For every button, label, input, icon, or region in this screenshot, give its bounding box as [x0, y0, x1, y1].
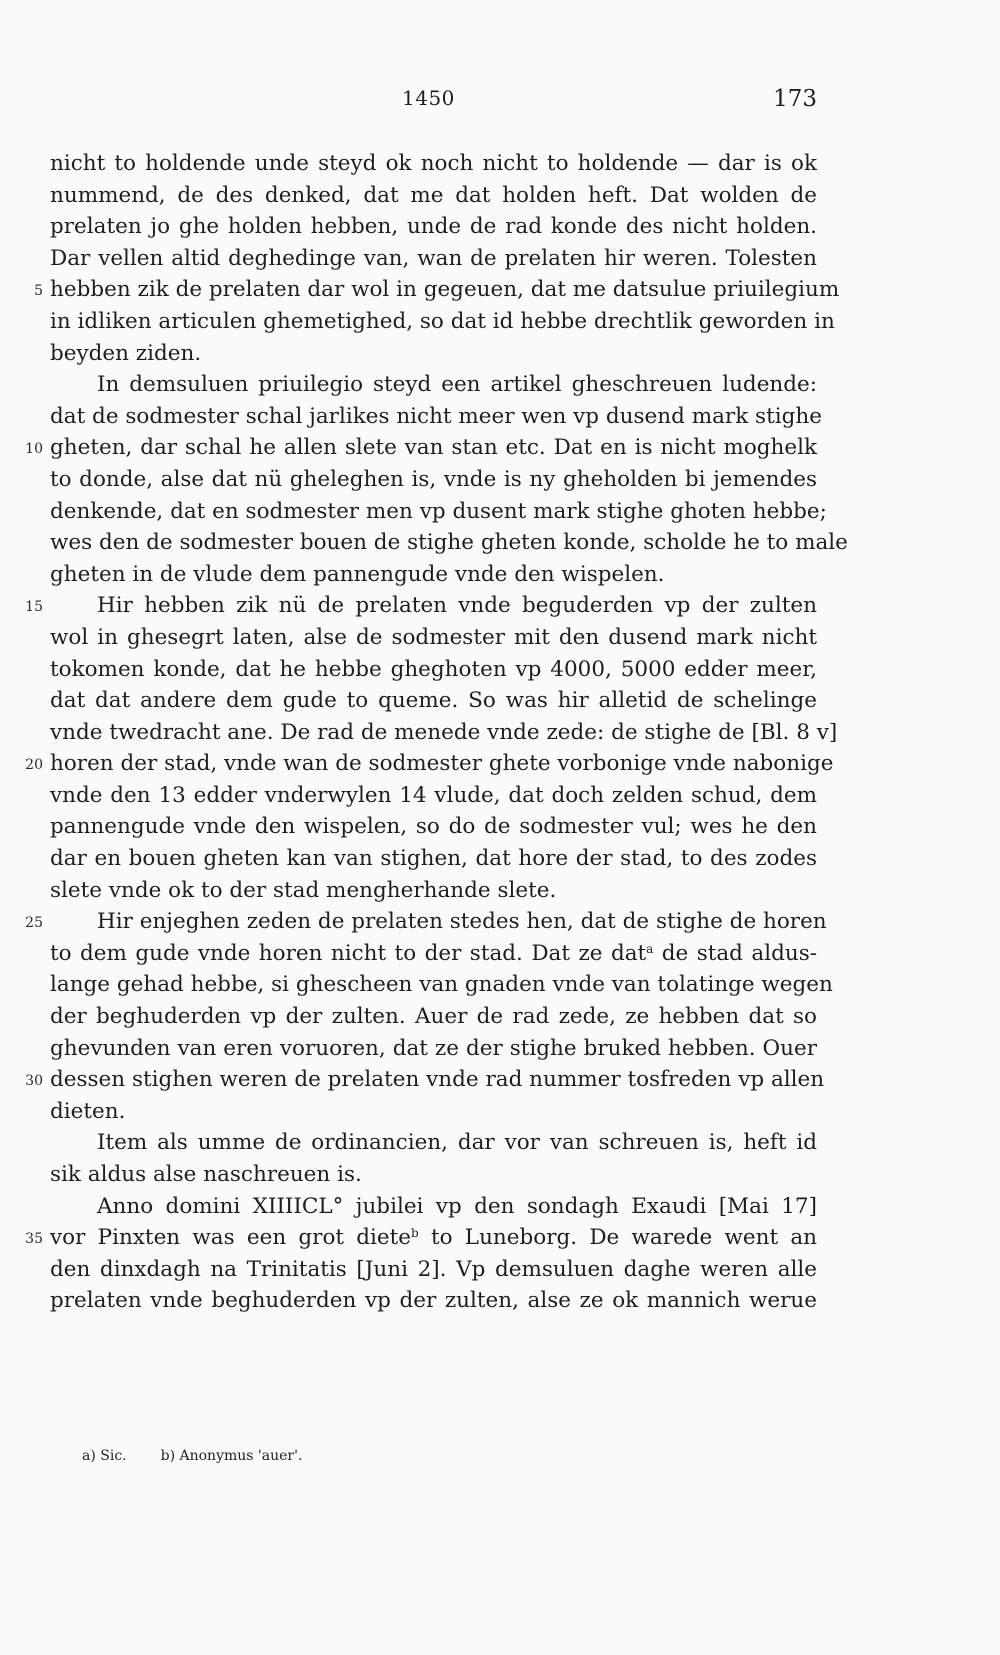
line-number: 25 [25, 915, 43, 932]
line-text: den dinxdagh na Trinitatis [Juni 2]. Vp demsuluen daghe weren alle [50, 1256, 817, 1282]
running-head [0, 86, 1000, 116]
line-text: tokomen konde, dat he hebbe gheghoten vp 4000, 5000 edder meer, [50, 656, 817, 682]
text-line [50, 843, 817, 875]
line-text: ghevunden van eren voruoren, dat ze der stighe bruked hebben. Ouer [50, 1035, 817, 1061]
text-line [50, 401, 822, 433]
line-text: vor Pinxten was een grot diete [50, 1225, 412, 1251]
line-text: gheten in de vlude dem pannengude vnde den wispelen. [50, 561, 665, 587]
text-line [50, 180, 817, 212]
line-number: 20 [25, 757, 43, 774]
line-text: In demsuluen priuilegio steyd een artikel gheschreuen ludende: [97, 372, 817, 398]
line-text: dar en bouen gheten kan van stighen, dat hore der stad, to des zodes [50, 846, 817, 872]
text-line [50, 969, 833, 1001]
line-text: dat dat andere dem gude to queme. So was hir alletid de schelinge [50, 688, 817, 714]
footnote-marker: a [646, 941, 654, 956]
text-line [25, 748, 834, 780]
line-text: in idliken articulen ghemetighed, so dat id hebbe drechtlik geworden in [50, 308, 835, 334]
text-line [50, 496, 827, 528]
text-line [50, 1001, 817, 1033]
line-text: nummend, de des denked, dat me dat holden heft. Dat wolden de [50, 182, 817, 208]
text-line [50, 875, 817, 907]
text-line [50, 1191, 817, 1223]
line-text: Dar vellen altid deghedinge van, wan de prelaten hir weren. Tolesten [50, 245, 817, 271]
text-line [25, 590, 817, 622]
line-text: vnde twedracht ane. De rad de menede vnde zede: de stighe de [Bl. 8 v] [50, 719, 838, 745]
text-line [50, 559, 817, 591]
text-line [34, 274, 840, 306]
text-line [50, 622, 817, 654]
text-line [50, 527, 848, 559]
text-line [50, 243, 817, 275]
line-text: lange gehad hebbe, si ghescheen van gnaden vnde van tolatinge wegen [50, 972, 833, 998]
text-line [50, 1159, 817, 1191]
line-text: pannengude vnde den wispelen, so do de sodmester vul; wes he den [50, 814, 817, 840]
text-line [50, 717, 838, 749]
line-text: Item als umme de ordinancien, dar vor van schreuen is, heft id [97, 1130, 817, 1156]
footnote: a) Sic. [82, 1448, 127, 1464]
text-line [25, 1064, 825, 1096]
line-text-tail: to Luneborg. De warede went an [418, 1225, 817, 1251]
line-text: vnde den 13 edder vnderwylen 14 vlude, dat doch zelden schud, dem [50, 782, 817, 808]
text-line [50, 1254, 817, 1286]
text-line [50, 1096, 817, 1128]
line-text: Hir enjeghen zeden de prelaten stedes hen, dat de stighe de horen [97, 909, 827, 935]
line-text: wol in ghesegrt laten, alse de sodmester mit den dusend mark nicht [50, 624, 817, 650]
text-line [50, 1127, 817, 1159]
line-text: Hir hebben zik nü de prelaten vnde beguderden vp der zulten [97, 593, 817, 619]
line-text: sik aldus alse naschreuen is. [50, 1162, 362, 1187]
text-line [50, 464, 817, 496]
text-line [50, 654, 817, 686]
line-text: Anno domini XIIIICL° jubilei vp den sondagh Exaudi [Mai 17] [97, 1193, 817, 1219]
text-line [50, 685, 817, 717]
text-line [50, 369, 817, 401]
text-line [50, 780, 817, 812]
running-head-year: 1450 [402, 86, 455, 110]
text-line [50, 211, 817, 243]
line-text: der beghuderden vp der zulten. Auer de rad zede, ze hebben dat so [50, 1004, 817, 1030]
footnote: b) Anonymus 'auer'. [160, 1448, 303, 1464]
line-text: wes den de sodmester bouen de stighe gheten konde, scholde he to male [50, 530, 848, 556]
text-line [50, 811, 817, 843]
text-line [50, 1285, 817, 1317]
line-text-tail: de stad aldus- [653, 940, 817, 966]
line-number: 10 [25, 441, 43, 458]
line-text: dessen stighen weren de prelaten vnde rad nummer tosfreden vp allen [50, 1067, 825, 1093]
line-text: gheten, dar schal he allen slete van stan etc. Dat en is nicht moghelk [50, 435, 817, 461]
text-line [50, 938, 817, 970]
text-line [50, 338, 817, 370]
line-text: slete vnde ok to der stad mengherhande slete. [50, 877, 557, 903]
line-text: prelaten vnde beghuderden vp der zulten, alse ze ok mannich werue [50, 1288, 817, 1314]
line-text: nicht to holdende unde steyd ok noch nicht to holdende — dar is ok [50, 151, 817, 176]
line-number: 5 [34, 283, 43, 300]
text-line [50, 1033, 817, 1065]
text-line [25, 432, 817, 464]
footnotes [82, 1448, 682, 1464]
line-text: horen der stad, vnde wan de sodmester ghete vorbonige vnde nabonige [50, 751, 834, 777]
line-text: denkende, dat en sodmester men vp dusent mark stighe ghoten hebbe; [50, 498, 827, 524]
line-text: prelaten jo ghe holden hebben, unde de rad konde des nicht holden. [50, 214, 817, 240]
text-line [25, 1222, 817, 1254]
line-number: 30 [25, 1073, 43, 1090]
line-text: to dem gude vnde horen nicht to der stad. Dat ze dat [50, 940, 647, 966]
footnote-marker: b [411, 1226, 419, 1241]
text-line [25, 906, 827, 938]
line-text: beyden ziden. [50, 340, 202, 366]
page-number: 173 [773, 86, 817, 112]
text-line [50, 148, 817, 180]
line-text: dat de sodmester schal jarlikes nicht meer wen vp dusend mark stighe [50, 403, 822, 429]
line-number: 15 [25, 599, 43, 616]
text-line [50, 306, 835, 338]
line-text: to donde, alse dat nü gheleghen is, vnde is ny gheholden bi jemendes [50, 466, 817, 492]
line-number: 35 [25, 1231, 43, 1248]
line-text: hebben zik de prelaten dar wol in gegeuen, dat me datsulue priuilegium [50, 277, 840, 303]
main-text-block [25, 148, 848, 1317]
line-text: dieten. [50, 1098, 126, 1124]
